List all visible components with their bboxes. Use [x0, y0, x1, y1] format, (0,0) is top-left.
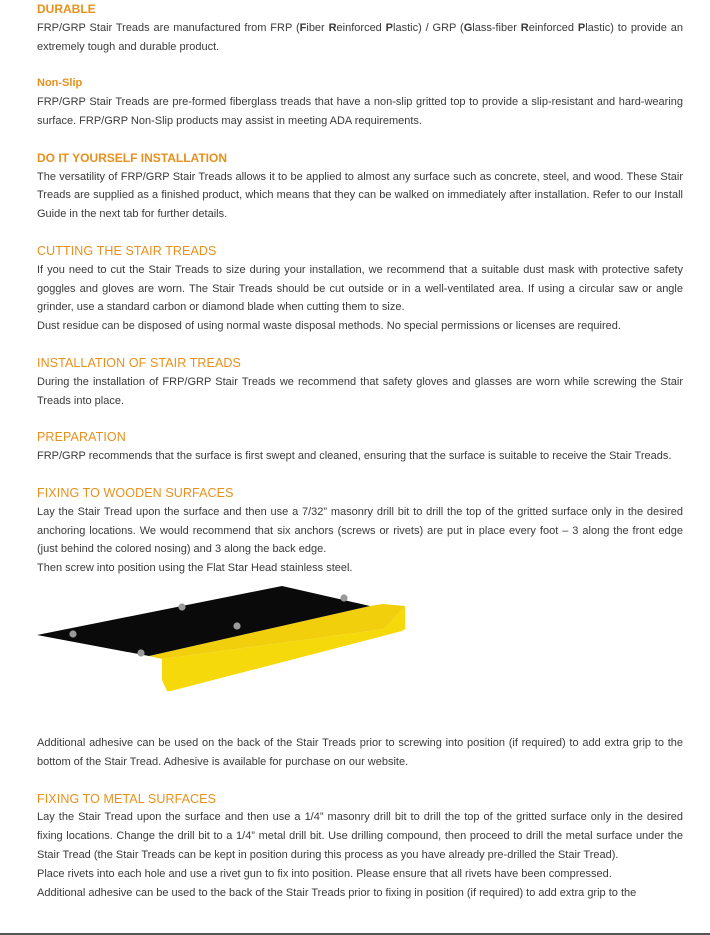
metal-body-1: Lay the Stair Tread upon the surface and then use a 1/4” masonry drill bit to drill the top of the gritted surface only in the desired fixing locations. Change the drill bit to a 1/4” metal drill bit. Use drilling compound, then proceed to drill the metal surface under the Stair Tread (the Stair Treads can be kept in position during this process as you have already pre-drilled the Stair Tread). [37, 811, 683, 861]
cutting-body-2: Dust residue can be disposed of using normal waste disposal methods. No special permissions or licenses are required. [37, 320, 621, 333]
screw-dot [340, 594, 347, 601]
section-diy [37, 149, 683, 224]
heading-cutting: CUTTING THE STAIR TREADS [37, 243, 217, 258]
heading-metal: FIXING TO METAL SURFACES [37, 791, 217, 806]
wooden-body-1: Lay the Stair Tread upon the surface and then use a 7/32” masonry drill bit to drill the top of the gritted surface only in the desired anchoring locations. We would recommend that six anchors (screws or rivets) are put in place every foot – 3 along the front edge (just behind the colored nosing) and 3 along the back edge. [37, 505, 683, 556]
heading-durable: DURABLE [37, 2, 96, 16]
section-non-slip [37, 74, 683, 130]
screw-dot [69, 630, 76, 637]
installation-body: During the installation of FRP/GRP Stair Treads we recommend that safety gloves and glasses are worn while screwing the Stair Treads into place. [37, 375, 683, 407]
heading-non-slip: Non-Slip [37, 77, 83, 90]
stair-tread-illustration [37, 584, 683, 714]
heading-diy: DO IT YOURSELF INSTALLATION [37, 150, 227, 165]
wooden-body-2: Then screw into position using the Flat Star Head stainless steel. [37, 562, 353, 575]
screw-dot [137, 649, 144, 656]
section-wooden-adhesive [37, 734, 683, 772]
durable-body: FRP/GRP Stair Treads are manufactured from FRP (Fiber Reinforced Plastic) / GRP (Glass-fiber Reinforced Plastic) to provide an extremely tough and durable product. [37, 21, 683, 53]
metal-body-3: Additional adhesive can be used to the back of the Stair Treads prior to fixing in position (if required) to add extra grip to the [37, 886, 637, 899]
heading-installation: INSTALLATION OF STAIR TREADS [37, 355, 241, 370]
wooden-body-3: Additional adhesive can be used on the back of the Stair Treads prior to screwing into position (if required) to add extra grip to the bottom of the Stair Tread. Adhesive is available for purchase on our website. [37, 736, 683, 768]
heading-wooden: FIXING TO WOODEN SURFACES [37, 485, 234, 500]
screw-dot [233, 622, 240, 629]
section-preparation [37, 428, 683, 466]
section-cutting [37, 242, 683, 336]
diy-body: The versatility of FRP/GRP Stair Treads allows it to be applied to almost any surface such as concrete, steel, and wood. These Stair Treads are supplied as a finished product, which means that they can be walked on immediately after installation. Refer to our Install Guide in the next tab for further details. [37, 170, 683, 221]
screw-dot [178, 603, 185, 610]
section-durable [37, 0, 683, 56]
stair-tread-image [37, 584, 683, 714]
document-page [37, 0, 683, 902]
heading-preparation: PREPARATION [37, 430, 126, 445]
section-installation [37, 354, 683, 410]
section-wooden [37, 484, 683, 578]
non-slip-body: FRP/GRP Stair Treads are pre-formed fiberglass treads that have a non-slip gritted top to provide a slip-resistant and hard-wearing surface. FRP/GRP Non-Slip products may assist in meeting ADA requirements. [37, 96, 683, 127]
metal-body-2: Place rivets into each hole and use a rivet gun to fix into position. Please ensure that all rivets have been compressed. [37, 867, 612, 880]
preparation-body: FRP/GRP recommends that the surface is first swept and cleaned, ensuring that the surface is suitable to receive the Stair Treads. [37, 450, 672, 463]
section-metal [37, 790, 683, 903]
cutting-body-1: If you need to cut the Stair Treads to size during your installation, we recommend that a suitable dust mask with protective safety goggles and gloves are worn. The Stair Treads should be cut outside or in a well-ventilated area. If using a circular saw or angle grinder, use a standard carbon or diamond blade when cutting them to size. [37, 263, 683, 314]
